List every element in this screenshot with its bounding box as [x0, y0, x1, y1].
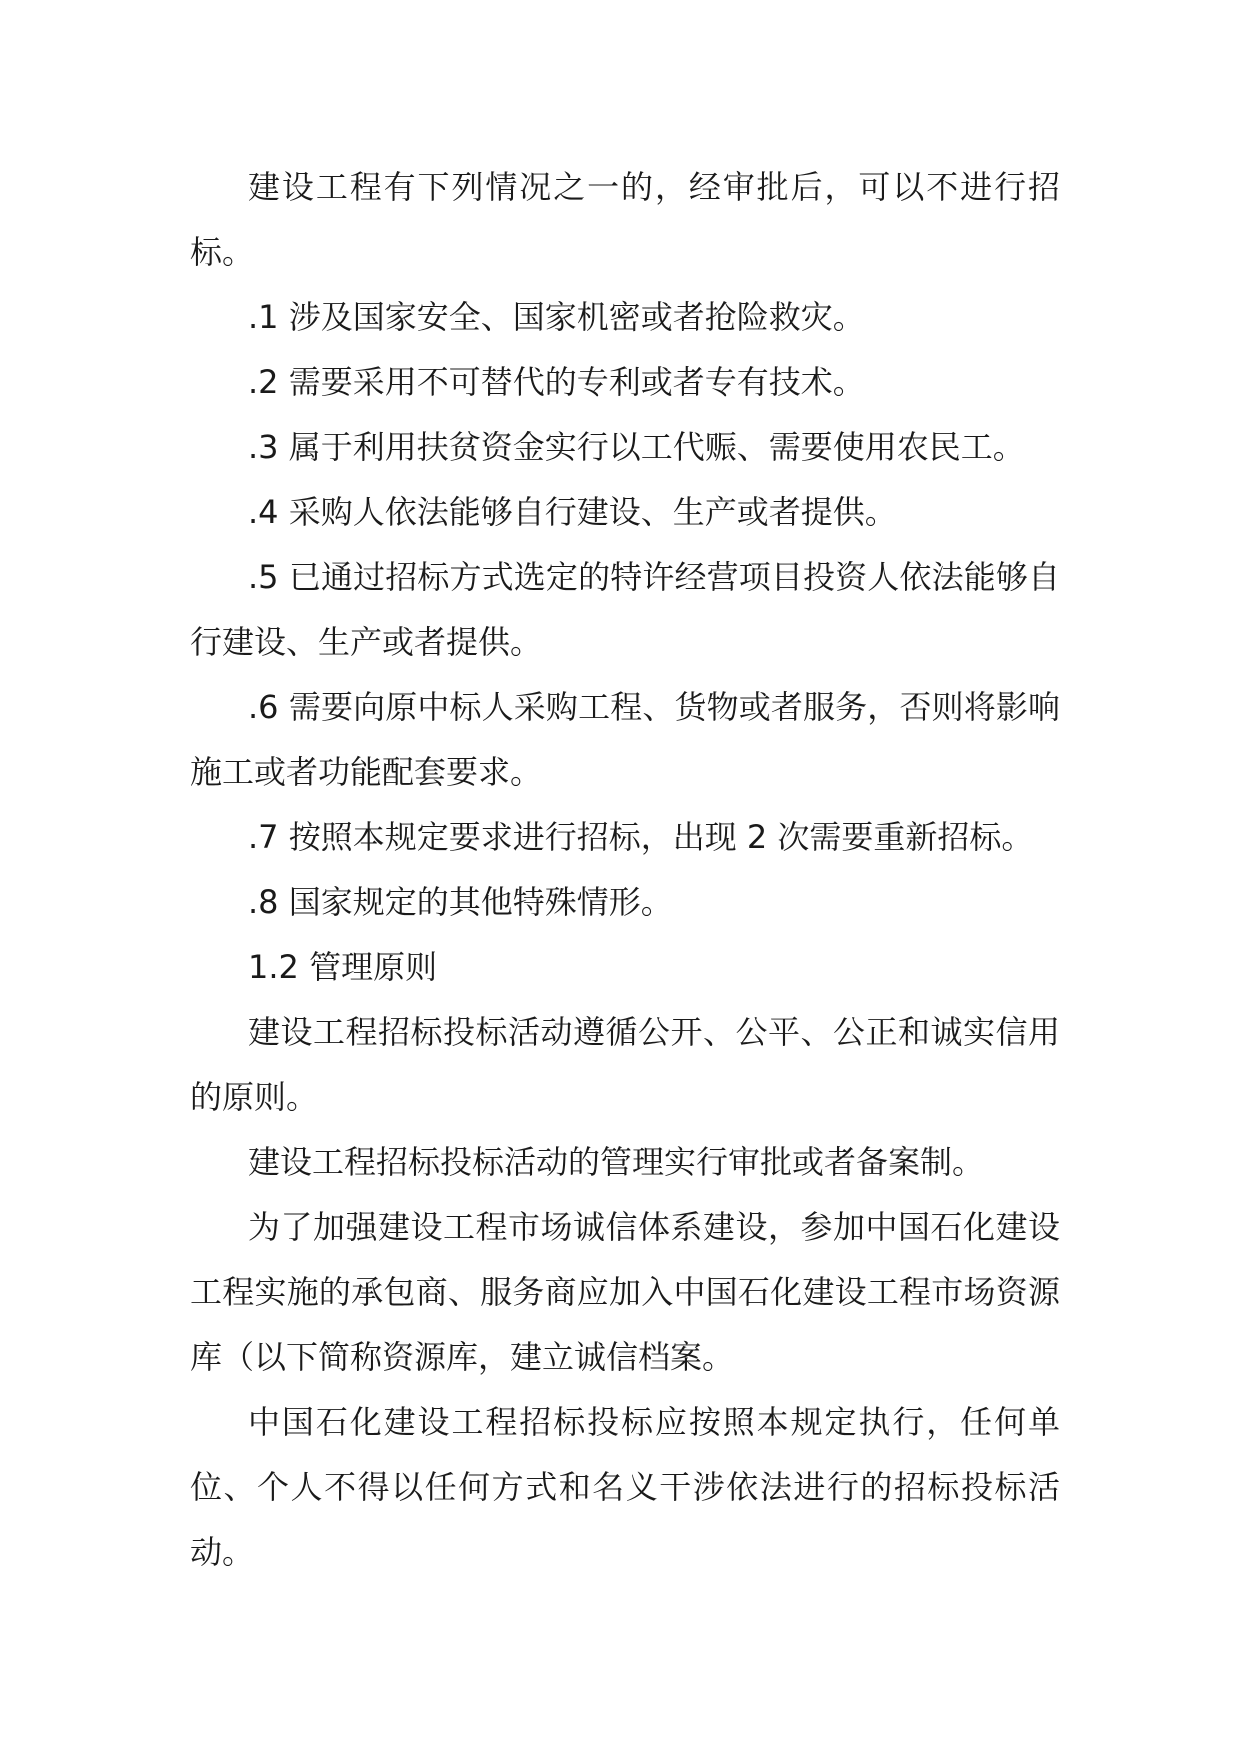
paragraph-item-1: .1 涉及国家安全、国家机密或者抢险救灾。 [248, 298, 865, 336]
paragraph-exemption-intro: 建设工程有下列情况之一的，经审批后，可以不进行招标。 [190, 168, 1060, 271]
paragraph-item-3: .3 属于利用扶贫资金实行以工代赈、需要使用农民工。 [248, 428, 1025, 466]
document-body [190, 155, 1060, 1585]
paragraph-integrity-system: 为了加强建设工程市场诚信体系建设，参加中国石化建设工程实施的承包商、服务商应加入中国石化建设工程市场资源库（以下简称资源库，建立诚信档案。 [190, 1208, 1060, 1376]
paragraph-item-6: .6 需要向原中标人采购工程、货物或者服务，否则将影响施工或者功能配套要求。 [190, 688, 1060, 791]
paragraph-item-7: .7 按照本规定要求进行招标，出现 2 次需要重新招标。 [248, 818, 1034, 856]
paragraph-item-8: .8 国家规定的其他特殊情形。 [248, 883, 673, 921]
paragraph-item-5: .5 已通过招标方式选定的特许经营项目投资人依法能够自行建设、生产或者提供。 [190, 558, 1060, 661]
paragraph-item-4: .4 采购人依法能够自行建设、生产或者提供。 [248, 493, 897, 531]
paragraph-principles: 建设工程招标投标活动遵循公开、公平、公正和诚实信用的原则。 [190, 1013, 1060, 1116]
paragraph-item-2: .2 需要采用不可替代的专利或者专有技术。 [248, 363, 865, 401]
section-heading-management-principles: 1.2 管理原则 [248, 948, 438, 986]
paragraph-approval-system: 建设工程招标投标活动的管理实行审批或者备案制。 [248, 1143, 985, 1181]
paragraph-compliance: 中国石化建设工程招标投标应按照本规定执行，任何单位、个人不得以任何方式和名义干涉依法进行的招标投标活动。 [190, 1403, 1060, 1571]
